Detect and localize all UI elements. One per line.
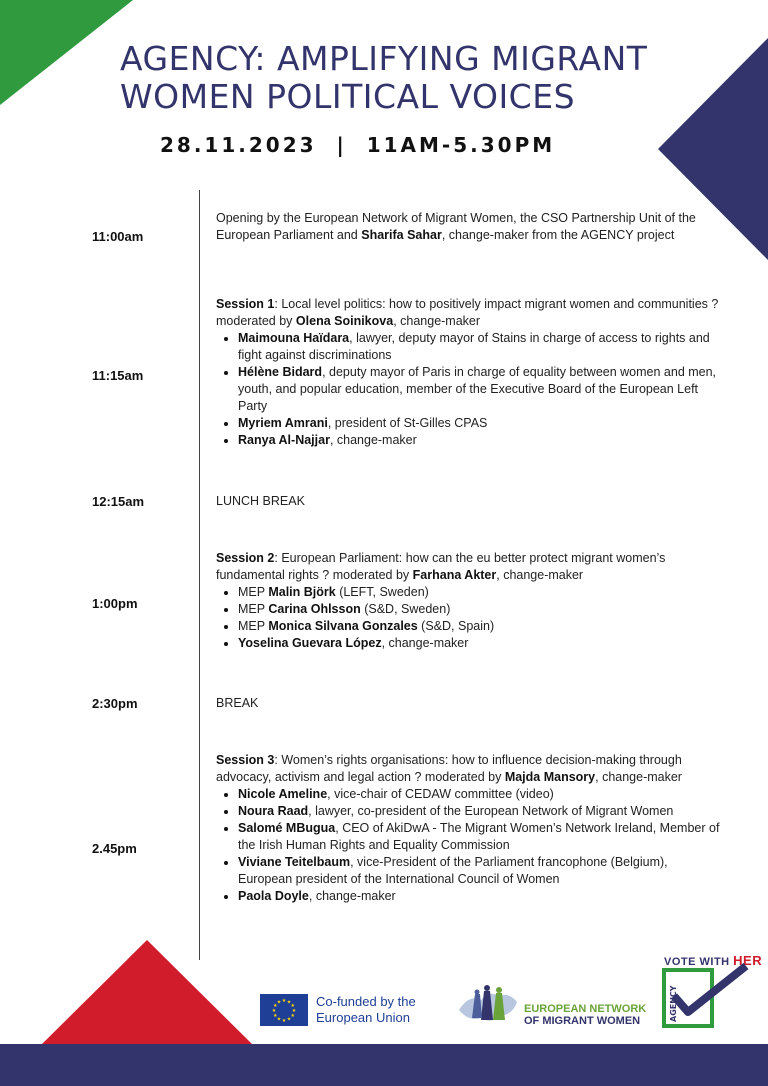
svg-text:★: ★ (291, 1008, 297, 1014)
speaker-name: Ranya Al-Najjar (238, 433, 330, 447)
speaker-role: , CEO of AkiDwA - The Migrant Women’s Network Ireland, Member of the Irish Human Rights and Equality Commission (238, 821, 720, 852)
speaker-role: , change-maker (308, 889, 396, 903)
session-description: : Women’s rights organisations: how to influence decision-making through advocacy, activism and legal action ? moderated by (216, 753, 682, 784)
speaker-item (216, 820, 721, 854)
moderator-role: , change-maker (496, 568, 584, 582)
agenda-opening (216, 210, 721, 244)
agenda-session-3 (216, 752, 721, 905)
session-heading (216, 296, 721, 330)
speaker-item (216, 415, 721, 432)
moderator-role: , change-maker (393, 314, 481, 328)
speaker-role: , change-maker (329, 433, 417, 447)
speaker-name: Paola Doyle (238, 889, 309, 903)
svg-text:★: ★ (276, 1016, 282, 1023)
opening-text-end: , change-maker from the AGENCY project (441, 228, 675, 242)
speaker-list (216, 786, 721, 905)
session-heading (216, 550, 721, 584)
moderator-name: Olena Soinikova (295, 314, 394, 328)
session-label: Session 2 (216, 551, 275, 565)
svg-text:★: ★ (286, 999, 292, 1006)
speaker-item (216, 432, 721, 449)
speaker-role: , lawyer, deputy mayor of Stains in charge of access to rights and fight against discriminations (238, 331, 710, 362)
svg-text:★: ★ (281, 1018, 287, 1024)
speaker-role: (S&D, Spain) (417, 619, 495, 633)
speaker-list (216, 584, 721, 652)
speaker-name: Salomé MBugua (238, 821, 336, 835)
enomw-logo-icon (455, 980, 525, 1028)
speaker-list (216, 330, 721, 449)
speaker-name: Viviane Teitelbaum (238, 855, 351, 869)
event-date: 28.11.2023 (160, 133, 317, 157)
speaker-item (216, 854, 721, 888)
svg-text:★: ★ (276, 999, 282, 1006)
enomw-text-line1: EUROPEAN NETWORK (524, 1003, 647, 1015)
speaker-role: (LEFT, Sweden) (335, 585, 429, 599)
agenda-break: BREAK (216, 696, 259, 710)
corner-red-triangle (42, 940, 252, 1044)
speaker-item (216, 364, 721, 415)
speaker-name: Noura Raad (238, 804, 309, 818)
speaker-item (216, 786, 721, 803)
agenda-time: 2.45pm (92, 841, 137, 856)
moderator-role: , change-maker (595, 770, 682, 784)
session-description: : Local level politics: how to positively impact migrant women and communities ? moderated by (216, 297, 719, 328)
svg-text:★: ★ (290, 1003, 295, 1009)
speaker-name: Malin Björk (268, 585, 336, 599)
speaker-name: Maimouna Haïdara (238, 331, 350, 345)
datetime-separator: | (336, 133, 347, 157)
eu-text-line2: European Union (316, 1010, 410, 1025)
speaker-name: Monica Silvana Gonzales (268, 619, 418, 633)
agenda-session-2 (216, 550, 721, 652)
enomw-text-line2: OF MIGRANT WOMEN (524, 1015, 641, 1027)
eu-text-line1: Co-funded by the (316, 994, 416, 1009)
vote-with-text: VOTE WITH (664, 956, 730, 968)
svg-text:★: ★ (286, 1016, 292, 1023)
opening-speaker-name: Sharifa Sahar (361, 228, 442, 242)
speaker-item (216, 330, 721, 364)
speaker-role: , vice-President of the Parliament francophone (Belgium), European president of the International Council of Women (238, 855, 668, 886)
speaker-name: Carina Ohlsson (268, 602, 361, 616)
session-description: : European Parliament: how can the eu better protect migrant women’s fundamental rights ? moderated by (216, 551, 666, 582)
speaker-name: Nicole Ameline (238, 787, 328, 801)
footer-band (0, 1044, 768, 1086)
moderator-name: Majda Mansory (504, 770, 596, 784)
agenda-time: 2:30pm (92, 696, 138, 711)
agenda-time: 11:15am (92, 368, 144, 383)
her-text: HER (733, 953, 763, 968)
svg-text:★: ★ (271, 1008, 277, 1014)
enomw-text (524, 1003, 646, 1027)
speaker-role: , president of St-Gilles CPAS (327, 416, 488, 430)
agenda-divider-line (199, 190, 200, 960)
agenda-session-1 (216, 296, 721, 449)
eu-cofunded-text (316, 994, 416, 1026)
session-label: Session 3 (216, 753, 275, 767)
svg-text:★: ★ (281, 998, 287, 1004)
speaker-role: , lawyer, co-president of the European Network of Migrant Women (308, 804, 674, 818)
event-datetime (160, 133, 555, 157)
svg-text:★: ★ (273, 1003, 278, 1009)
speaker-item (216, 803, 721, 820)
agenda-time: 11:00am (92, 229, 144, 244)
event-hours: 11AM-5.30PM (366, 133, 556, 157)
session-heading (216, 752, 721, 786)
speaker-role: , vice-chair of CEDAW committee (video) (327, 787, 554, 801)
opening-text: Opening by the European Network of Migrant Women, the CSO Partnership Unit of the European Parliament and (216, 211, 696, 242)
agenda-time: 12:15am (92, 494, 145, 509)
eu-flag-icon (260, 994, 308, 1026)
vote-with-her-checkbox-icon (660, 952, 750, 1030)
corner-green-triangle (0, 0, 133, 105)
speaker-item: MEP Monica Silvana Gonzales (S&D, Spain) (216, 618, 721, 635)
speaker-name: Yoselina Guevara López (238, 636, 382, 650)
speaker-role: (S&D, Sweden) (360, 602, 451, 616)
speaker-role: , deputy mayor of Paris in charge of equality between women and men, youth, and popular education, member of the Executive Board of the European Left Party (238, 365, 717, 413)
agenda-lunch-break: LUNCH BREAK (216, 494, 305, 508)
speaker-name: Hélène Bidard (238, 365, 323, 379)
speaker-name: Myriem Amrani (238, 416, 328, 430)
page-title: AGENCY: AMPLIFYING MIGRANT WOMEN POLITICAL VOICES (120, 39, 648, 116)
agency-vertical-text: AGENCY (669, 985, 678, 1022)
speaker-item: MEP Carina Ohlsson (S&D, Sweden) (216, 601, 721, 618)
speaker-role: , change-maker (381, 636, 469, 650)
moderator-name: Farhana Akter (412, 568, 497, 582)
speaker-item: MEP Malin Björk (LEFT, Sweden) (216, 584, 721, 601)
svg-text:★: ★ (273, 1013, 278, 1019)
speaker-item (216, 635, 721, 652)
agenda-time: 1:00pm (92, 596, 138, 611)
speaker-item (216, 888, 721, 905)
session-label: Session 1 (216, 297, 275, 311)
svg-text:★: ★ (290, 1013, 295, 1019)
